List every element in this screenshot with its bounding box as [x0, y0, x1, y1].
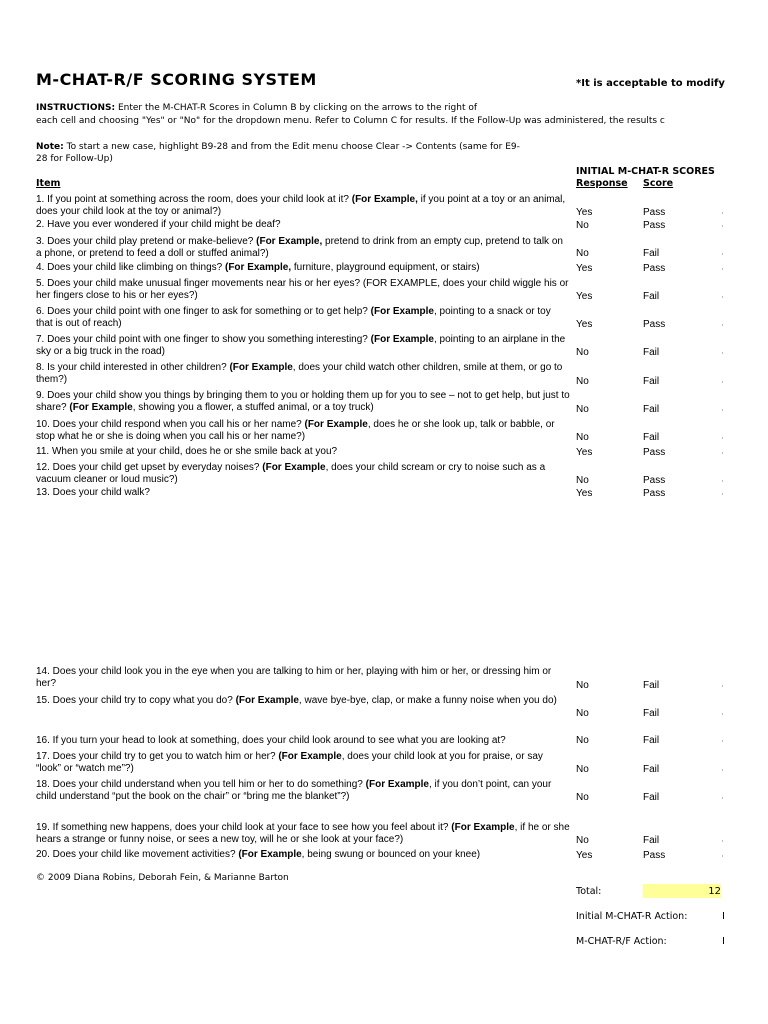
initial-action-label: Initial M-CHAT-R Action:: [576, 911, 688, 922]
score-cell: Fail: [643, 708, 660, 719]
score-cell: Fail: [643, 792, 660, 803]
note-label: Note:: [36, 142, 64, 152]
question-item: [36, 194, 570, 218]
question-text: 3. Does your child play pretend or make-believe?: [36, 236, 257, 247]
question-text: 6. Does your child point with one finger to ask for something or to get help?: [36, 306, 371, 317]
question-example-label: (For Example,: [256, 236, 323, 247]
response-cell[interactable]: Yes: [576, 319, 593, 330]
cell-border-mark: [722, 437, 723, 439]
cell-border-mark: [722, 225, 723, 227]
score-cell: Fail: [643, 735, 660, 746]
question-item: [36, 219, 570, 231]
initial-scores-header: INITIAL M-CHAT-R SCORES: [576, 166, 715, 177]
question-item: [36, 487, 570, 499]
page-title: M-CHAT-R/F SCORING SYSTEM: [36, 70, 317, 89]
question-example-label: (For Example: [451, 822, 515, 833]
question-item: [36, 462, 570, 486]
question-text: 14. Does your child look you in the eye when you are talking to him or her, playing with him or her, or dressing him or her?: [36, 666, 552, 689]
question-text: 12. Does your child get upset by everyday noises?: [36, 462, 263, 473]
cell-border-mark: [722, 452, 723, 454]
question-text: 18. Does your child understand when you tell him or her to do something?: [36, 779, 366, 790]
question-example-label: (For Example: [365, 779, 429, 790]
question-example-label: (For Example: [238, 849, 302, 860]
cell-border-mark: [722, 381, 723, 383]
question-text: 8. Is your child interested in other children?: [36, 362, 230, 373]
response-cell[interactable]: No: [576, 220, 589, 231]
total-value: 12: [708, 886, 721, 897]
question-item: [36, 735, 570, 747]
cell-border-mark: [722, 268, 723, 270]
cell-border-mark: [722, 713, 723, 715]
note-text-1: To start a new case, highlight B9-28 and from the Edit menu choose Clear -> Contents (same for E9-: [63, 142, 520, 152]
cell-border-mark: [722, 840, 723, 842]
instructions-text-1: Enter the M-CHAT-R Scores in Column B by clicking on the arrows to the right of: [115, 103, 478, 113]
response-cell[interactable]: Yes: [576, 263, 593, 274]
score-column-header: Score: [643, 178, 674, 189]
score-cell: Fail: [643, 432, 660, 443]
note-line-2: 28 for Follow-Up): [36, 154, 113, 164]
question-example-text: furniture, playground equipment, or stairs): [291, 262, 480, 273]
response-cell[interactable]: No: [576, 792, 589, 803]
score-cell: Fail: [643, 404, 660, 415]
mchat-rf-action-label: M-CHAT-R/F Action:: [576, 936, 667, 947]
cell-border-mark: [722, 493, 723, 495]
response-cell[interactable]: No: [576, 404, 589, 415]
question-example-text: , does your child scream or cry to noise such as a vacuum cleaner or loud music?): [36, 462, 546, 485]
question-text: 11. When you smile at your child, does he or she smile back at you?: [36, 446, 338, 457]
question-text: 4. Does your child like climbing on things?: [36, 262, 225, 273]
score-cell: Pass: [643, 263, 666, 274]
question-example-label: (For Example: [370, 306, 434, 317]
question-example-label: (For Example: [278, 751, 342, 762]
question-example-text: if you point at a toy or an animal, does your child look at the toy or animal?): [36, 194, 566, 217]
score-cell: Pass: [643, 319, 666, 330]
score-cell: Pass: [643, 488, 666, 499]
score-cell: Fail: [643, 764, 660, 775]
question-item: [36, 278, 570, 302]
score-cell: Fail: [643, 248, 660, 259]
question-text: 13. Does your child walk?: [36, 487, 150, 498]
question-item: [36, 779, 570, 803]
response-cell[interactable]: Yes: [576, 207, 593, 218]
response-cell[interactable]: No: [576, 735, 589, 746]
question-item: [36, 334, 570, 358]
question-example-text: , wave bye-bye, clap, or make a funny noise when you do): [298, 695, 557, 706]
question-text: 20. Does your child like movement activities?: [36, 849, 239, 860]
score-cell: Fail: [643, 835, 660, 846]
score-cell: Fail: [643, 376, 660, 387]
response-cell[interactable]: Yes: [576, 447, 593, 458]
question-example-text: , does your child look at you for praise, or say “look” or “watch me”?): [36, 751, 543, 774]
instructions-line-2: each cell and choosing "Yes" or "No" for the dropdown menu. Refer to Column C for results. If the Follow-Up was administered, the results c: [36, 116, 665, 126]
cell-border-mark: [722, 480, 723, 482]
cell-border-mark: [722, 769, 723, 771]
question-item: [36, 849, 570, 861]
question-example-label: (For Example: [235, 695, 299, 706]
question-example-text: , if you don’t point, can your child understand “put the book on the chair” or “bring me the blanket”?): [36, 779, 552, 802]
score-cell: Fail: [643, 680, 660, 691]
score-cell: Pass: [643, 220, 666, 231]
score-cell: Pass: [643, 207, 666, 218]
score-cell: Pass: [643, 475, 666, 486]
question-item: [36, 362, 570, 386]
question-item: [36, 666, 570, 690]
question-text: 2. Have you ever wondered if your child might be deaf?: [36, 219, 281, 230]
question-text: 7. Does your child point with one finger to show you something interesting?: [36, 334, 371, 345]
response-cell[interactable]: No: [576, 475, 589, 486]
question-example-label: (For Example: [304, 419, 368, 430]
instructions-line-1: [36, 103, 477, 113]
mchat-rf-action-value: I: [722, 936, 725, 947]
question-example-label: (For Example,: [224, 262, 292, 273]
response-cell[interactable]: No: [576, 376, 589, 387]
question-example-text: , does he or she look up, talk or babble, or stop what he or she is doing when you call his or her name?): [36, 419, 555, 442]
cell-border-mark: [722, 212, 723, 214]
response-cell[interactable]: No: [576, 835, 589, 846]
question-item: [36, 446, 570, 458]
question-text: 9. Does your child show you things by bringing them to you or holding them up for you to see – not to get help, but just to share?: [36, 390, 570, 413]
question-item: [36, 419, 570, 443]
question-item: [36, 822, 570, 846]
response-cell[interactable]: Yes: [576, 291, 593, 302]
cell-border-mark: [722, 685, 723, 687]
cell-border-mark: [722, 409, 723, 411]
note-line-1: [36, 142, 520, 152]
cell-border-mark: [722, 797, 723, 799]
response-cell[interactable]: No: [576, 708, 589, 719]
response-cell[interactable]: Yes: [576, 488, 593, 499]
score-cell: Pass: [643, 850, 666, 861]
question-example-text: pretend to drink from an empty cup, pretend to talk on a phone, or pretend to feed a doll or stuffed animal?): [36, 236, 563, 259]
question-example-text: , pointing to an airplane in the sky or a big truck in the road): [36, 334, 566, 357]
question-example-label: (For Example: [229, 362, 293, 373]
response-cell[interactable]: No: [576, 432, 589, 443]
question-example-text: , if he or she hears a strange or funny noise, or sees a new toy, will he or she look at your face?): [36, 822, 570, 845]
question-text: 19. If something new happens, does your child look at your face to see how you feel about it?: [36, 822, 452, 833]
question-text: 1. If you point at something across the room, does your child look at it?: [36, 194, 352, 205]
response-cell[interactable]: No: [576, 764, 589, 775]
response-column-header: Response: [576, 178, 628, 189]
modify-note: *It is acceptable to modify: [576, 78, 725, 89]
score-cell: Fail: [643, 347, 660, 358]
instructions-label: INSTRUCTIONS:: [36, 103, 116, 113]
question-item: [36, 695, 570, 707]
response-cell[interactable]: No: [576, 248, 589, 259]
question-text: 15. Does your child try to copy what you do?: [36, 695, 236, 706]
question-text: 17. Does your child try to get you to watch him or her?: [36, 751, 279, 762]
question-example-label: (For Example,: [351, 194, 418, 205]
response-cell[interactable]: Yes: [576, 850, 593, 861]
score-cell: Pass: [643, 447, 666, 458]
score-cell: Fail: [643, 291, 660, 302]
question-example-text: , does your child watch other children, smile at them, or go to them?): [36, 362, 563, 385]
cell-border-mark: [722, 324, 723, 326]
copyright: © 2009 Diana Robins, Deborah Fein, & Marianne Barton: [36, 873, 289, 883]
question-example-label: (For Example: [69, 402, 133, 413]
question-example-text: , being swung or bounced on your knee): [301, 849, 481, 860]
question-example-label: (For Example: [370, 334, 434, 345]
cell-border-mark: [722, 855, 723, 857]
cell-border-mark: [722, 253, 723, 255]
initial-action-value: I: [722, 911, 725, 922]
question-text: 5. Does your child make unusual finger movements near his or her eyes? (FOR EXAMPLE, does your child wiggle his or her fingers close to his or her eyes?): [36, 278, 569, 301]
question-item: [36, 236, 570, 260]
cell-border-mark: [722, 352, 723, 354]
cell-border-mark: [722, 740, 723, 742]
cell-border-mark: [722, 296, 723, 298]
question-item: [36, 262, 570, 274]
question-item: [36, 390, 570, 414]
total-label: Total:: [576, 886, 602, 897]
question-text: 16. If you turn your head to look at something, does your child look around to see what you are looking at?: [36, 735, 506, 746]
response-cell[interactable]: No: [576, 680, 589, 691]
question-item: [36, 751, 570, 775]
question-example-label: (For Example: [262, 462, 326, 473]
item-column-header: Item: [36, 178, 61, 189]
question-item: [36, 306, 570, 330]
response-cell[interactable]: No: [576, 347, 589, 358]
question-text: 10. Does your child respond when you call his or her name?: [36, 419, 305, 430]
question-example-text: , showing you a flower, a stuffed animal, or a toy truck): [132, 402, 374, 413]
question-example-text: , pointing to a snack or toy that is out of reach): [36, 306, 551, 329]
